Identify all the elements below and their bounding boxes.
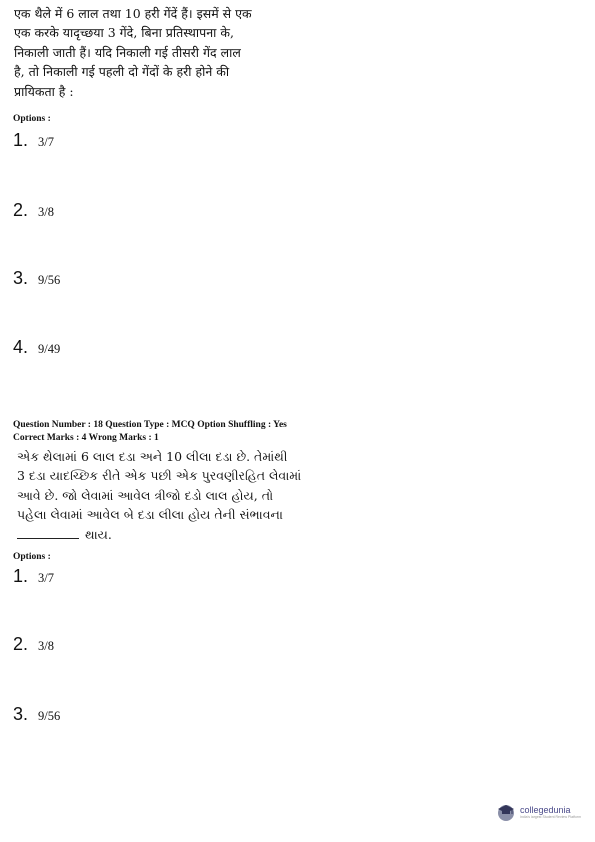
question-18-meta [13,419,287,445]
question-17-text [14,4,252,101]
question-marks-line: Correct Marks : 4 Wrong Marks : 1 [13,432,159,443]
option-1 [13,130,54,151]
option-number: 2. [13,634,29,654]
option-number: 2. [13,200,29,220]
brand-name: collegedunia [520,805,571,815]
option-number: 3. [13,704,29,724]
option-value: 9/56 [38,273,61,287]
answer-blank [17,538,79,539]
option-4 [13,337,60,358]
question-line [17,525,301,544]
question-line: प्रायिकता है : [14,83,74,99]
option-number: 3. [13,268,29,288]
option-3 [13,268,60,289]
question-line: પહેલા લેવામાં આવેલ બે દડા લીલા હોય તેની સંભાવના [17,507,283,523]
graduation-cap-icon [496,802,516,822]
question-line: એક થેલામાં 6 લાલ દડા અને 10 લીલા દડા છે. તેમાંથી [17,449,288,464]
question-line: આવે છે. જો લેવામાં આવેલ ત્રીજો દડો લાલ હોય, તો [17,487,274,503]
question-line: निकाली जाती हैं। यदि निकाली गई तीसरी गेंद लाल [14,44,241,60]
option-value: 3/7 [38,571,54,585]
brand-tagline: India's largest Student Review Platform [520,815,581,819]
question-line-end: થાય. [85,526,112,542]
question-line: है, तो निकाली गई पहली दो गेंदों के हरी होने की [14,64,230,80]
option-value: 3/8 [38,639,54,653]
option-2 [13,634,54,655]
options-label: Options : [13,114,51,124]
option-value: 3/7 [38,135,54,149]
question-18-text [17,447,301,544]
question-line: एक करके यादृच्छया 3 गेंदे, बिना प्रतिस्थापना के, [14,25,234,41]
option-3 [13,704,60,725]
option-number: 1. [13,566,29,586]
option-number: 4. [13,337,29,357]
options-label: Options : [13,552,51,562]
question-line: 3 દડા યાદચ્છિક રીતે એક પછી એક પુરવણીરહિત લેવામાં [17,468,302,484]
question-meta-line: Question Number : 18 Question Type : MCQ Option Shuffling : Yes [13,420,287,430]
option-value: 9/56 [38,709,61,723]
option-value: 3/8 [38,205,54,219]
option-2 [13,200,54,221]
option-1 [13,566,54,587]
option-number: 1. [13,130,29,150]
question-line: एक थैले में 6 लाल तथा 10 हरी गेंदें हैं। इसमें से एक [14,6,252,21]
option-value: 9/49 [38,342,61,356]
collegedunia-logo [496,802,581,822]
